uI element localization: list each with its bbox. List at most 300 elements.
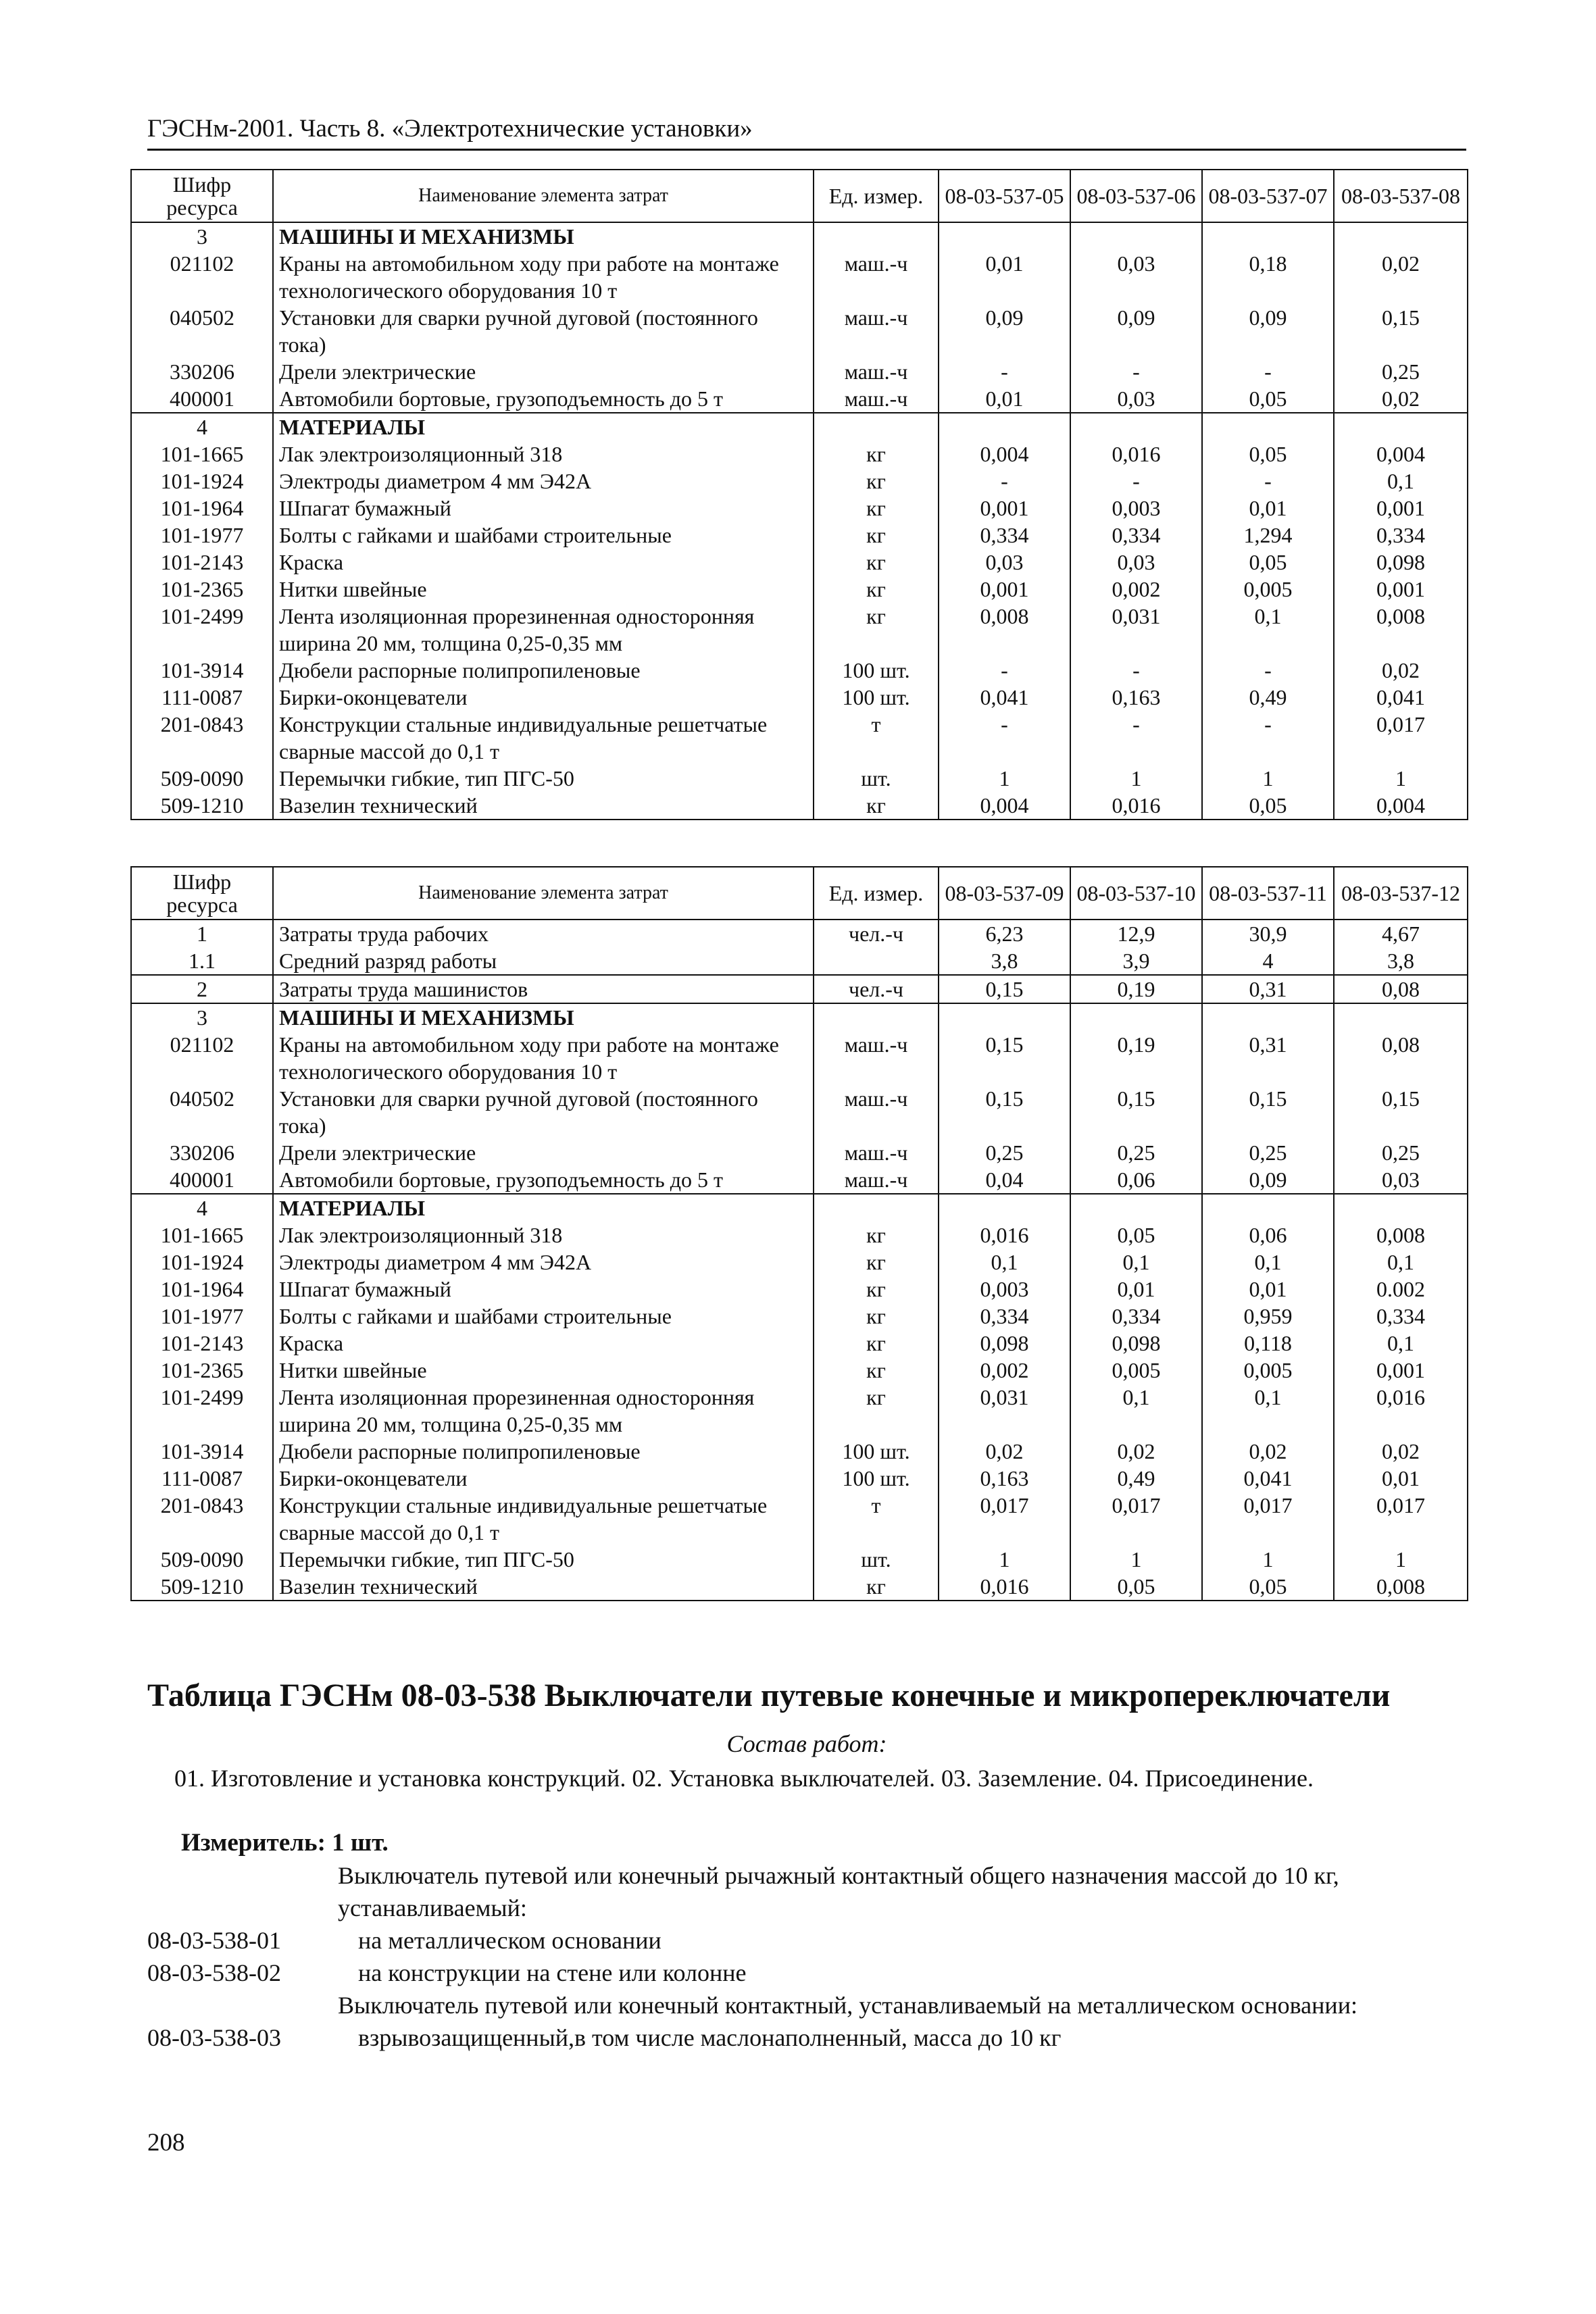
column-header: 08-03-537-09	[939, 867, 1070, 920]
table-row	[131, 684, 1468, 711]
column-header: Наименование элемента затрат	[273, 170, 814, 222]
cost-name-cell: Шпагат бумажный	[273, 495, 814, 522]
norm-line	[147, 1989, 1466, 2021]
table-row	[131, 920, 1468, 947]
norm-text: Выключатель путевой или конечный рычажный контактный общего назначения массой до 10 кг, устанавливаемый:	[338, 1862, 1339, 1921]
page-number: 208	[147, 2129, 185, 2157]
norm-code	[147, 1859, 338, 1924]
resource-code-cell: 101-1964	[131, 1276, 273, 1303]
value-cell: -	[1070, 468, 1202, 495]
value-cell: 4	[1202, 947, 1334, 975]
unit-cell: кг	[814, 1357, 939, 1384]
table-row	[131, 792, 1468, 820]
section-title: Таблица ГЭСНм 08-03-538 Выключатели путевые конечные и микропереключатели	[147, 1678, 1391, 1713]
value-cell: 0,15	[1070, 1085, 1202, 1139]
value-cell: 0,31	[1202, 1031, 1334, 1085]
value-cell: 0,06	[1202, 1222, 1334, 1249]
norm-line	[147, 1924, 1466, 1957]
value-cell: 0,334	[1334, 1303, 1468, 1330]
column-header: 08-03-537-08	[1334, 170, 1468, 222]
value-cell: 0,041	[939, 684, 1070, 711]
value-cell	[939, 1194, 1070, 1222]
value-cell: 0,098	[939, 1330, 1070, 1357]
resource-table-1	[130, 169, 1468, 820]
value-cell: 0,002	[939, 1357, 1070, 1384]
value-cell	[1334, 1003, 1468, 1031]
value-cell: 0,163	[939, 1465, 1070, 1492]
table-row	[131, 1465, 1468, 1492]
value-cell: -	[1070, 358, 1202, 385]
resource-code-cell: 101-2499	[131, 603, 273, 657]
norm-line	[147, 1957, 1466, 1989]
resource-code-cell: 101-1977	[131, 522, 273, 549]
value-cell: 0,008	[1334, 1573, 1468, 1601]
value-cell: 0,02	[1334, 250, 1468, 304]
value-cell: 0,05	[1070, 1222, 1202, 1249]
resource-code-cell: 3	[131, 1003, 273, 1031]
unit-cell: 100 шт.	[814, 1438, 939, 1465]
unit-cell: маш.-ч	[814, 358, 939, 385]
resource-code-cell: 101-1977	[131, 1303, 273, 1330]
value-cell: 0,02	[1334, 385, 1468, 413]
meter-label: Измеритель: 1 шт.	[181, 1829, 389, 1857]
value-cell: -	[1202, 358, 1334, 385]
value-cell: 0,18	[1202, 250, 1334, 304]
value-cell: 0,017	[1202, 1492, 1334, 1546]
resource-code-cell: 101-1964	[131, 495, 273, 522]
value-cell: 0,1	[1202, 1249, 1334, 1276]
unit-cell	[814, 222, 939, 250]
column-header: 08-03-537-11	[1202, 867, 1334, 920]
value-cell: 0,959	[1202, 1303, 1334, 1330]
value-cell: 0,005	[1070, 1357, 1202, 1384]
value-cell: 0,004	[939, 441, 1070, 468]
value-cell: 0,09	[939, 304, 1070, 358]
value-cell: -	[1202, 711, 1334, 765]
value-cell	[939, 1003, 1070, 1031]
unit-cell: кг	[814, 468, 939, 495]
unit-cell: чел.-ч	[814, 920, 939, 947]
norm-text: Выключатель путевой или конечный контактный, устанавливаемый на металлическом основании:	[338, 1992, 1357, 2019]
value-cell: 0,01	[1334, 1465, 1468, 1492]
cost-name-cell: Автомобили бортовые, грузоподъемность до 5 т	[273, 1166, 814, 1194]
cost-name-cell: Конструкции стальные индивидуальные решетчатые сварные массой до 0,1 т	[273, 711, 814, 765]
value-cell: 0,016	[939, 1222, 1070, 1249]
column-header: Шифр ресурса	[131, 170, 273, 222]
table-row	[131, 765, 1468, 792]
unit-cell: кг	[814, 1330, 939, 1357]
norm-code: 08-03-538-02	[147, 1959, 281, 1986]
cost-name-cell: Лак электроизоляционный 318	[273, 441, 814, 468]
table-row	[131, 1492, 1468, 1546]
value-cell: 0,017	[1334, 711, 1468, 765]
table-row	[131, 1546, 1468, 1573]
unit-cell: кг	[814, 495, 939, 522]
value-cell: 0,016	[1070, 792, 1202, 820]
value-cell: 0,004	[1334, 441, 1468, 468]
table-row	[131, 603, 1468, 657]
value-cell: 0,016	[1070, 441, 1202, 468]
value-cell: 0,1	[1334, 468, 1468, 495]
value-cell: 0,01	[1202, 1276, 1334, 1303]
cost-name-cell: МАШИНЫ И МЕХАНИЗМЫ	[273, 1003, 814, 1031]
table-row	[131, 222, 1468, 250]
value-cell: 0,19	[1070, 975, 1202, 1003]
resource-code-cell: 400001	[131, 1166, 273, 1194]
table-row	[131, 385, 1468, 413]
value-cell: 0,02	[1334, 1438, 1468, 1465]
value-cell: 0,017	[939, 1492, 1070, 1546]
table-row	[131, 1438, 1468, 1465]
value-cell: 0,25	[1334, 358, 1468, 385]
value-cell	[1070, 1194, 1202, 1222]
value-cell	[1202, 413, 1334, 441]
value-cell	[1070, 413, 1202, 441]
value-cell: -	[939, 358, 1070, 385]
cost-name-cell: МАШИНЫ И МЕХАНИЗМЫ	[273, 222, 814, 250]
cost-name-cell: Лак электроизоляционный 318	[273, 1222, 814, 1249]
value-cell: 0,017	[1334, 1492, 1468, 1546]
value-cell: 0,001	[939, 495, 1070, 522]
value-cell: 0,001	[939, 576, 1070, 603]
table-row	[131, 1003, 1468, 1031]
column-header: 08-03-537-07	[1202, 170, 1334, 222]
column-header: Шифр ресурса	[131, 867, 273, 920]
table-row	[131, 413, 1468, 441]
value-cell: 0,008	[1334, 603, 1468, 657]
value-cell	[1202, 1003, 1334, 1031]
cost-name-cell: Вазелин технический	[273, 792, 814, 820]
cost-name-cell: Конструкции стальные индивидуальные решетчатые сварные массой до 0,1 т	[273, 1492, 814, 1546]
value-cell: -	[1070, 657, 1202, 684]
value-cell: 0,05	[1202, 385, 1334, 413]
cost-name-cell: Перемычки гибкие, тип ПГС-50	[273, 765, 814, 792]
resource-code-cell: 1.1	[131, 947, 273, 975]
table-row	[131, 522, 1468, 549]
column-header: Ед. измер.	[814, 867, 939, 920]
value-cell: 0,118	[1202, 1330, 1334, 1357]
unit-cell: маш.-ч	[814, 1031, 939, 1085]
value-cell: 0,15	[939, 1085, 1070, 1139]
table-row	[131, 1303, 1468, 1330]
value-cell: -	[939, 711, 1070, 765]
resource-code-cell: 101-1924	[131, 468, 273, 495]
unit-cell: маш.-ч	[814, 1166, 939, 1194]
cost-name-cell: Краны на автомобильном ходу при работе на монтаже технологического оборудования 10 т	[273, 1031, 814, 1085]
unit-cell: кг	[814, 549, 939, 576]
value-cell: 0,03	[1070, 549, 1202, 576]
cost-name-cell: МАТЕРИАЛЫ	[273, 413, 814, 441]
table-row	[131, 657, 1468, 684]
cost-name-cell: Лента изоляционная прорезиненная односторонняя ширина 20 мм, толщина 0,25-0,35 мм	[273, 603, 814, 657]
table-row	[131, 1031, 1468, 1085]
table-row	[131, 1194, 1468, 1222]
value-cell: 0,04	[939, 1166, 1070, 1194]
resource-code-cell: 021102	[131, 1031, 273, 1085]
value-cell	[1334, 413, 1468, 441]
cost-name-cell: МАТЕРИАЛЫ	[273, 1194, 814, 1222]
value-cell: 0,02	[939, 1438, 1070, 1465]
value-cell: 0,25	[1334, 1139, 1468, 1166]
column-header: Ед. измер.	[814, 170, 939, 222]
value-cell: 0,004	[1334, 792, 1468, 820]
unit-cell: кг	[814, 441, 939, 468]
value-cell: 0,001	[1334, 1357, 1468, 1384]
value-cell: 30,9	[1202, 920, 1334, 947]
value-cell: 6,23	[939, 920, 1070, 947]
value-cell: 0,334	[1334, 522, 1468, 549]
table-row	[131, 468, 1468, 495]
unit-cell	[814, 1003, 939, 1031]
running-header: ГЭСНм-2001. Часть 8. «Электротехнические установки»	[147, 114, 1466, 151]
column-header: 08-03-537-10	[1070, 867, 1202, 920]
value-cell: 0,008	[1334, 1222, 1468, 1249]
value-cell: 0,05	[1202, 1573, 1334, 1601]
value-cell: 3,8	[939, 947, 1070, 975]
cost-name-cell: Дрели электрические	[273, 1139, 814, 1166]
resource-code-cell: 201-0843	[131, 1492, 273, 1546]
cost-name-cell: Дрели электрические	[273, 358, 814, 385]
table-row	[131, 1573, 1468, 1601]
value-cell: 0,25	[1202, 1139, 1334, 1166]
value-cell: 0,03	[1334, 1166, 1468, 1194]
value-cell: 0,03	[939, 549, 1070, 576]
unit-cell: кг	[814, 1222, 939, 1249]
unit-cell: т	[814, 711, 939, 765]
table-row	[131, 1249, 1468, 1276]
cost-name-cell: Нитки швейные	[273, 576, 814, 603]
resource-code-cell: 4	[131, 413, 273, 441]
value-cell: -	[1202, 468, 1334, 495]
table-row	[131, 711, 1468, 765]
value-cell	[1070, 1003, 1202, 1031]
resource-code-cell: 101-3914	[131, 1438, 273, 1465]
unit-cell: 100 шт.	[814, 684, 939, 711]
value-cell: 0,005	[1202, 576, 1334, 603]
cost-name-cell: Автомобили бортовые, грузоподъемность до 5 т	[273, 385, 814, 413]
value-cell: -	[939, 657, 1070, 684]
value-cell: 0,334	[939, 1303, 1070, 1330]
value-cell: 0,1	[1202, 603, 1334, 657]
value-cell: 0,01	[939, 250, 1070, 304]
table-row	[131, 1330, 1468, 1357]
value-cell: 0,001	[1334, 576, 1468, 603]
column-header: Наименование элемента затрат	[273, 867, 814, 920]
value-cell: 1,294	[1202, 522, 1334, 549]
value-cell: 0,09	[1202, 304, 1334, 358]
table-row	[131, 576, 1468, 603]
resource-code-cell: 509-1210	[131, 792, 273, 820]
resource-code-cell: 111-0087	[131, 684, 273, 711]
value-cell: 0,15	[939, 975, 1070, 1003]
cost-name-cell: Средний разряд работы	[273, 947, 814, 975]
value-cell: 0,1	[1334, 1249, 1468, 1276]
cost-name-cell: Бирки-оконцеватели	[273, 684, 814, 711]
unit-cell: кг	[814, 603, 939, 657]
value-cell: 1	[1334, 765, 1468, 792]
resource-code-cell: 400001	[131, 385, 273, 413]
cost-name-cell: Лента изоляционная прорезиненная односторонняя ширина 20 мм, толщина 0,25-0,35 мм	[273, 1384, 814, 1438]
value-cell: 0,05	[1202, 792, 1334, 820]
resource-code-cell: 509-0090	[131, 765, 273, 792]
unit-cell: кг	[814, 1276, 939, 1303]
unit-cell	[814, 413, 939, 441]
cost-name-cell: Краска	[273, 549, 814, 576]
value-cell: 0.002	[1334, 1276, 1468, 1303]
column-header: 08-03-537-05	[939, 170, 1070, 222]
value-cell: 0,06	[1070, 1166, 1202, 1194]
cost-name-cell: Установки для сварки ручной дуговой (постоянного тока)	[273, 1085, 814, 1139]
value-cell: 0,15	[1334, 1085, 1468, 1139]
unit-cell: шт.	[814, 1546, 939, 1573]
table-row	[131, 1139, 1468, 1166]
value-cell	[1202, 222, 1334, 250]
value-cell: 0,03	[1070, 385, 1202, 413]
resource-code-cell: 101-2365	[131, 576, 273, 603]
norm-code: 08-03-538-03	[147, 2024, 281, 2051]
cost-name-cell: Шпагат бумажный	[273, 1276, 814, 1303]
value-cell: 1	[939, 765, 1070, 792]
value-cell: 0,05	[1202, 549, 1334, 576]
value-cell: 0,334	[1070, 1303, 1202, 1330]
value-cell: 0,098	[1334, 549, 1468, 576]
norm-code	[147, 1989, 338, 2021]
value-cell: 0,1	[1334, 1330, 1468, 1357]
table-row	[131, 1222, 1468, 1249]
unit-cell: кг	[814, 1384, 939, 1438]
cost-name-cell: Затраты труда машинистов	[273, 975, 814, 1003]
table-header-row	[131, 867, 1468, 920]
cost-name-cell: Краска	[273, 1330, 814, 1357]
cost-name-cell: Электроды диаметром 4 мм Э42А	[273, 468, 814, 495]
resource-code-cell: 330206	[131, 1139, 273, 1166]
resource-code-cell: 2	[131, 975, 273, 1003]
unit-cell: маш.-ч	[814, 385, 939, 413]
value-cell	[939, 413, 1070, 441]
value-cell: 0,031	[1070, 603, 1202, 657]
table-row	[131, 1085, 1468, 1139]
value-cell: 0,02	[1202, 1438, 1334, 1465]
value-cell: 0,003	[939, 1276, 1070, 1303]
unit-cell: кг	[814, 522, 939, 549]
value-cell: 0,334	[939, 522, 1070, 549]
table-row	[131, 1166, 1468, 1194]
column-header: 08-03-537-12	[1334, 867, 1468, 920]
unit-cell: кг	[814, 792, 939, 820]
cost-name-cell: Вазелин технический	[273, 1573, 814, 1601]
unit-cell: кг	[814, 1249, 939, 1276]
cost-name-cell: Краны на автомобильном ходу при работе на монтаже технологического оборудования 10 т	[273, 250, 814, 304]
unit-cell: маш.-ч	[814, 304, 939, 358]
value-cell: 12,9	[1070, 920, 1202, 947]
unit-cell: 100 шт.	[814, 657, 939, 684]
value-cell: 0,008	[939, 603, 1070, 657]
value-cell: 0,1	[939, 1249, 1070, 1276]
value-cell: -	[939, 468, 1070, 495]
value-cell: 0,03	[1070, 250, 1202, 304]
value-cell: 0,08	[1334, 1031, 1468, 1085]
value-cell: 0,1	[1070, 1249, 1202, 1276]
value-cell: 1	[1202, 765, 1334, 792]
cost-name-cell: Затраты труда рабочих	[273, 920, 814, 947]
resource-code-cell: 040502	[131, 304, 273, 358]
value-cell	[1334, 1194, 1468, 1222]
table-row	[131, 975, 1468, 1003]
value-cell: 1	[1070, 1546, 1202, 1573]
unit-cell	[814, 1194, 939, 1222]
resource-code-cell: 4	[131, 1194, 273, 1222]
value-cell: 1	[939, 1546, 1070, 1573]
unit-cell: кг	[814, 576, 939, 603]
value-cell: 0,09	[1070, 304, 1202, 358]
value-cell: 0,003	[1070, 495, 1202, 522]
resource-code-cell: 021102	[131, 250, 273, 304]
norm-line	[147, 1859, 1466, 1924]
cost-name-cell: Перемычки гибкие, тип ПГС-50	[273, 1546, 814, 1573]
value-cell: 0,163	[1070, 684, 1202, 711]
value-cell: 0,05	[1202, 441, 1334, 468]
value-cell: 0,49	[1202, 684, 1334, 711]
resource-code-cell: 101-1924	[131, 1249, 273, 1276]
table-row	[131, 441, 1468, 468]
value-cell: 0,005	[1202, 1357, 1334, 1384]
resource-code-cell: 201-0843	[131, 711, 273, 765]
value-cell: 0,004	[939, 792, 1070, 820]
table-row	[131, 250, 1468, 304]
cost-name-cell: Электроды диаметром 4 мм Э42А	[273, 1249, 814, 1276]
resource-code-cell: 101-2499	[131, 1384, 273, 1438]
value-cell: 0,098	[1070, 1330, 1202, 1357]
unit-cell: маш.-ч	[814, 1139, 939, 1166]
value-cell: 4,67	[1334, 920, 1468, 947]
value-cell: 0,19	[1070, 1031, 1202, 1085]
cost-name-cell: Установки для сварки ручной дуговой (постоянного тока)	[273, 304, 814, 358]
value-cell: 0,05	[1070, 1573, 1202, 1601]
value-cell: 3,8	[1334, 947, 1468, 975]
norm-text: на металлическом основании	[358, 1927, 662, 1954]
unit-cell: шт.	[814, 765, 939, 792]
value-cell: 1	[1070, 765, 1202, 792]
norm-text: взрывозащищенный,в том числе маслонаполненный, масса до 10 кг	[358, 2024, 1062, 2051]
resource-code-cell: 101-1665	[131, 1222, 273, 1249]
value-cell: 0,017	[1070, 1492, 1202, 1546]
resource-table-2	[130, 866, 1468, 1601]
unit-cell	[814, 947, 939, 975]
cost-name-cell: Болты с гайками и шайбами строительные	[273, 522, 814, 549]
value-cell: 0,15	[1202, 1085, 1334, 1139]
table-row	[131, 1357, 1468, 1384]
unit-cell: чел.-ч	[814, 975, 939, 1003]
value-cell: 0,01	[1070, 1276, 1202, 1303]
value-cell: 0,01	[1202, 495, 1334, 522]
value-cell: 0,09	[1202, 1166, 1334, 1194]
norm-line	[147, 2021, 1466, 2054]
cost-name-cell: Дюбели распорные полипропиленовые	[273, 657, 814, 684]
resource-code-cell: 1	[131, 920, 273, 947]
resource-code-cell: 101-2365	[131, 1357, 273, 1384]
resource-code-cell: 509-1210	[131, 1573, 273, 1601]
unit-cell: кг	[814, 1573, 939, 1601]
value-cell: 0,15	[939, 1031, 1070, 1085]
value-cell: 0,02	[1334, 657, 1468, 684]
value-cell: 0,016	[939, 1573, 1070, 1601]
value-cell: 0,041	[1202, 1465, 1334, 1492]
unit-cell: т	[814, 1492, 939, 1546]
cost-name-cell: Бирки-оконцеватели	[273, 1465, 814, 1492]
value-cell: 0,334	[1070, 522, 1202, 549]
resource-code-cell: 101-3914	[131, 657, 273, 684]
table-row	[131, 495, 1468, 522]
